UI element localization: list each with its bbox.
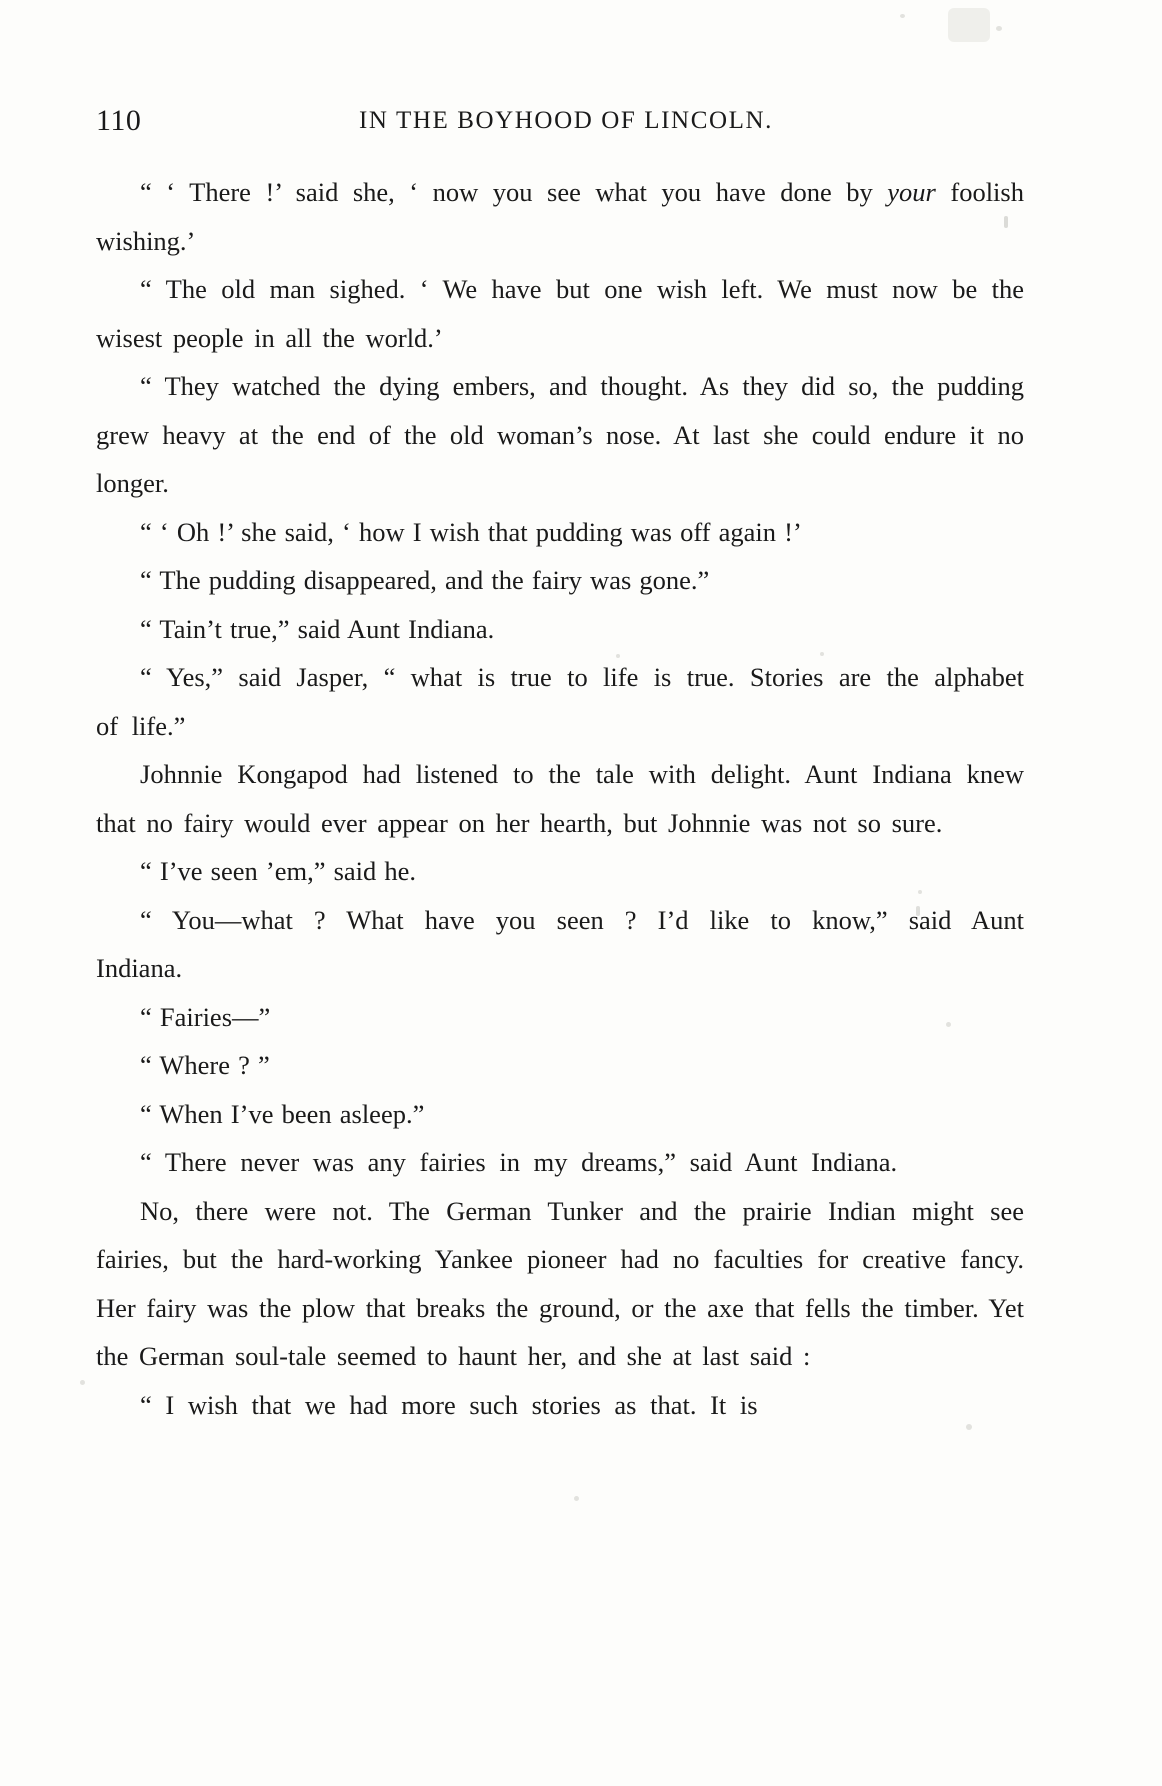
paragraph: “ ‘ Oh !’ she said, ‘ how I wish that pudding was off again !’ xyxy=(140,516,802,547)
scan-artifact xyxy=(80,1380,85,1385)
paragraph: “ I’ve seen ’em,” said he. xyxy=(140,856,417,886)
page-body xyxy=(96,168,1024,1429)
paragraph-text-lead: “ ‘ There !’ said she, ‘ now you see what you have done by xyxy=(140,177,888,207)
page-header xyxy=(96,104,1026,144)
paragraph: Johnnie Kongapod had listened to the tale with delight. Aunt Indiana knew that no fairy would ever appear on her hearth, but Johnnie was not so sure. xyxy=(96,759,1024,838)
paragraph: “ The pudding disappeared, and the fairy was gone.” xyxy=(140,565,710,595)
emphasized-word: your xyxy=(887,177,936,207)
scan-artifact xyxy=(996,26,1002,31)
paragraph: “ When I’ve been asleep.” xyxy=(140,1098,425,1129)
scan-artifact xyxy=(574,1496,579,1501)
running-head: IN THE BOYHOOD OF LINCOLN. xyxy=(358,107,774,134)
paragraph: “ Fairies—” xyxy=(140,1001,271,1032)
paragraph-text-tail: foolish wishing.’ xyxy=(96,177,1024,256)
paragraph: “ Where ? ” xyxy=(140,1050,270,1080)
scan-artifact xyxy=(900,14,905,18)
paragraph: “ You—what ? What have you seen ? I’d like to know,” said Aunt Indiana. xyxy=(96,904,1024,983)
paragraph: “ They watched the dying embers, and thought. As they did so, the pudding grew heavy at the end of the old woman’s nose. At last she could endure it no longer. xyxy=(96,371,1024,498)
paragraph: “ I wish that we had more such stories as that. It is xyxy=(140,1389,758,1420)
paragraph xyxy=(96,168,1024,265)
paragraph: No, there were not. The German Tunker and the prairie Indian might see fairies, but the hard-working Yankee pioneer had no faculties for creative fancy. Her fairy was the plow that breaks the ground, or the axe that fells the timber. Yet the German soul-tale seemed to haunt her, and she at last said : xyxy=(96,1195,1024,1371)
page-number: 110 xyxy=(96,104,142,137)
paragraph: “ Tain’t true,” said Aunt Indiana. xyxy=(140,613,495,644)
paragraph: “ There never was any fairies in my dreams,” said Aunt Indiana. xyxy=(140,1147,898,1177)
paragraph: “ Yes,” said Jasper, “ what is true to life is true. Stories are the alphabet of life.” xyxy=(96,662,1024,741)
scan-artifact xyxy=(948,8,990,42)
paragraph: “ The old man sighed. ‘ We have but one wish left. We must now be the wisest people in all the world.’ xyxy=(96,274,1024,353)
